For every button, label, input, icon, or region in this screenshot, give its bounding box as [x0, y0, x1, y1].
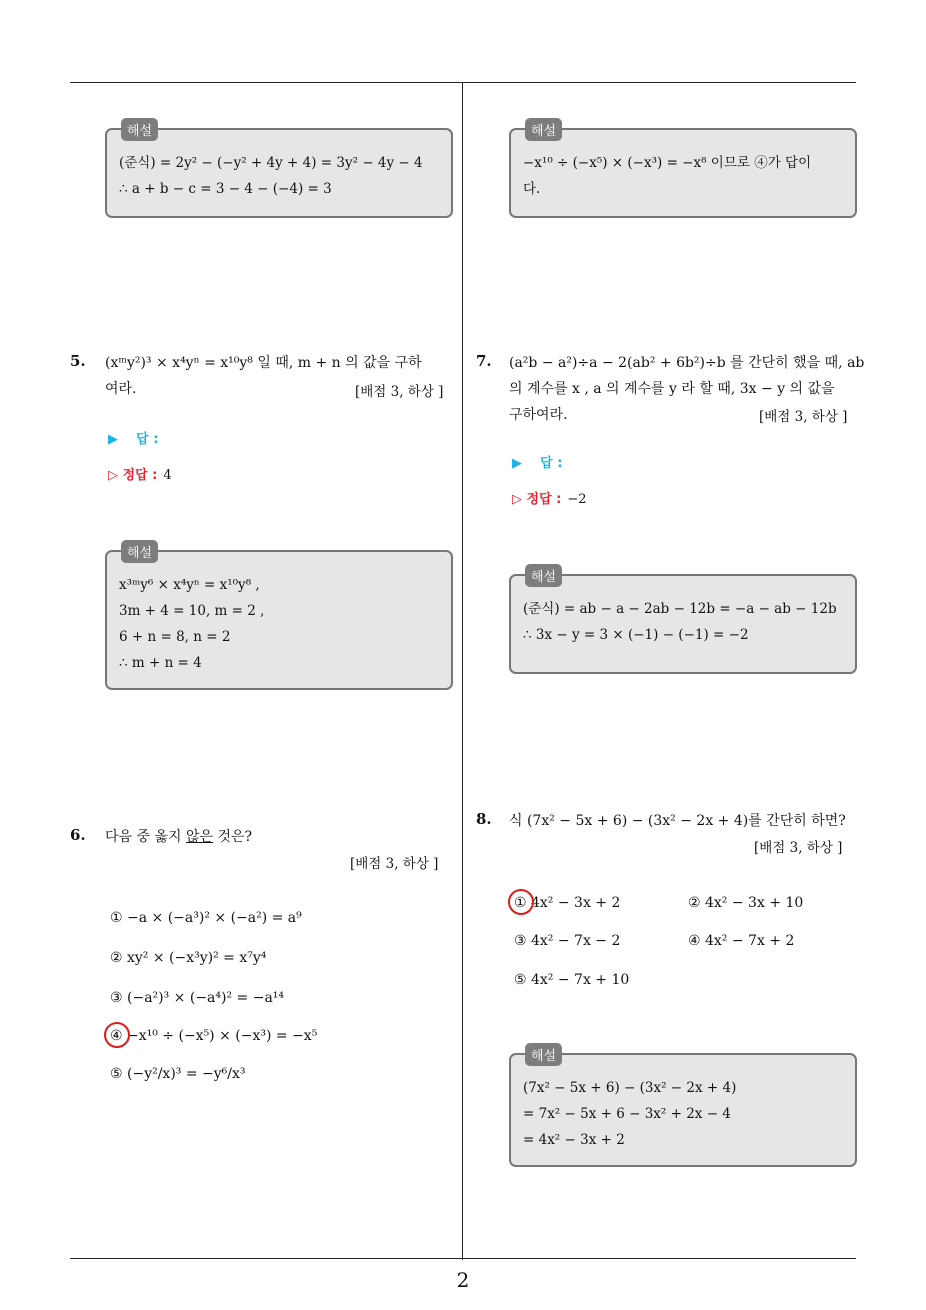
answer-row-7 — [512, 452, 562, 471]
option-5[interactable]: ⑤ 4x² − 7x + 10 — [514, 972, 630, 988]
question-number-7: 7. — [476, 352, 492, 370]
page-number: 2 — [456, 1268, 470, 1292]
solution-line: 3m + 4 = 10, m = 2 , — [119, 603, 265, 619]
solution-line: −x¹⁰ ÷ (−x⁵) × (−x³) = −x⁸ 이므로 ④가 답이 — [523, 155, 812, 171]
correct-value: 4 — [163, 468, 172, 483]
option-3[interactable]: ③ (−a²)³ × (−a⁴)² = −a¹⁴ — [110, 990, 285, 1006]
column-divider — [462, 82, 463, 1260]
question-line: 여라. — [105, 381, 137, 397]
outline-play-icon: ▷ — [108, 468, 118, 483]
score-8: [배점 3, 하상 ] — [754, 840, 843, 856]
correct-label: 정답 : — [122, 468, 158, 483]
option-4[interactable]: ④ 4x² − 7x + 2 — [688, 933, 795, 949]
solution-line: ∴ 3x − y = 3 × (−1) − (−1) = −2 — [523, 627, 749, 643]
option-1[interactable]: ① 4x² − 3x + 2 — [514, 895, 621, 911]
play-icon: ▶ — [512, 456, 522, 471]
option-1[interactable]: ① −a × (−a³)² × (−a²) = a⁹ — [110, 910, 302, 926]
solution-line: 다. — [523, 181, 541, 197]
bottom-rule — [70, 1258, 856, 1259]
question-text-underlined: 않은 — [185, 829, 214, 845]
question-number-6: 6. — [70, 826, 86, 844]
solution-box-top-right — [509, 124, 857, 218]
solution-box-q8 — [509, 1049, 857, 1167]
solution-line: (7x² − 5x + 6) − (3x² − 2x + 4) — [523, 1080, 737, 1096]
solution-line: = 4x² − 3x + 2 — [523, 1132, 625, 1148]
solution-line: = 7x² − 5x + 6 − 3x² + 2x − 4 — [523, 1106, 731, 1122]
solution-line: ∴ a + b − c = 3 − 4 − (−4) = 3 — [119, 181, 332, 197]
solution-line: 6 + n = 8, n = 2 — [119, 629, 231, 645]
solution-box-q4 — [105, 124, 453, 218]
solution-line: (준식) = ab − a − 2ab − 12b = −a − ab − 12b — [523, 601, 837, 617]
solution-tag: 해설 — [525, 564, 562, 587]
question-text-part: 다음 중 옳지 — [105, 829, 186, 845]
solution-tag: 해설 — [525, 118, 562, 141]
score-5: [배점 3, 하상 ] — [355, 384, 444, 400]
top-rule — [70, 82, 856, 83]
selected-answer-circle — [508, 889, 534, 915]
correct-row-7 — [512, 488, 587, 507]
selected-answer-circle — [104, 1022, 130, 1048]
question-number-8: 8. — [476, 810, 492, 828]
question-line: 구하여라. — [509, 407, 568, 423]
solution-tag: 해설 — [525, 1043, 562, 1066]
question-text-part: 것은? — [213, 829, 253, 845]
correct-value: −2 — [567, 492, 587, 507]
solution-line: ∴ m + n = 4 — [119, 655, 202, 671]
solution-line: (준식) = 2y² − (−y² + 4y + 4) = 3y² − 4y − 4 — [119, 155, 423, 171]
correct-label: 정답 : — [526, 492, 562, 507]
option-3[interactable]: ③ 4x² − 7x − 2 — [514, 933, 621, 949]
score-7: [배점 3, 하상 ] — [759, 409, 848, 425]
solution-line: x³ᵐy⁶ × x⁴yⁿ = x¹⁰y⁸ , — [119, 577, 260, 593]
question-line: 의 계수를 x , a 의 계수를 y 라 할 때, 3x − y 의 값을 — [509, 381, 835, 397]
correct-row-5 — [108, 464, 172, 483]
solution-tag: 해설 — [121, 118, 158, 141]
score-6: [배점 3, 하상 ] — [350, 856, 439, 872]
outline-play-icon: ▷ — [512, 492, 522, 507]
solution-box-q5 — [105, 546, 453, 690]
solution-tag: 해설 — [121, 540, 158, 563]
question-line: (a²b − a²)÷a − 2(ab² + 6b²)÷b 를 간단히 했을 때, ab — [509, 355, 865, 371]
option-4[interactable]: ④ −x¹⁰ ÷ (−x⁵) × (−x³) = −x⁵ — [110, 1028, 318, 1044]
option-5[interactable]: ⑤ (−y²/x)³ = −y⁶/x³ — [110, 1066, 246, 1082]
answer-row-5 — [108, 428, 158, 447]
option-2[interactable]: ② xy² × (−x³y)² = x⁷y⁴ — [110, 950, 267, 966]
question-text-6 — [105, 824, 252, 850]
question-number-5: 5. — [70, 352, 86, 370]
solution-box-q7 — [509, 570, 857, 674]
answer-label: 답 : — [540, 456, 563, 471]
option-2[interactable]: ② 4x² − 3x + 10 — [688, 895, 804, 911]
play-icon: ▶ — [108, 432, 118, 447]
question-text-8: 식 (7x² − 5x + 6) − (3x² − 2x + 4)를 간단히 하면? — [509, 813, 846, 829]
answer-label: 답 : — [136, 432, 159, 447]
question-line: (xᵐy²)³ × x⁴yⁿ = x¹⁰y⁸ 일 때, m + n 의 값을 구하 — [105, 355, 422, 371]
